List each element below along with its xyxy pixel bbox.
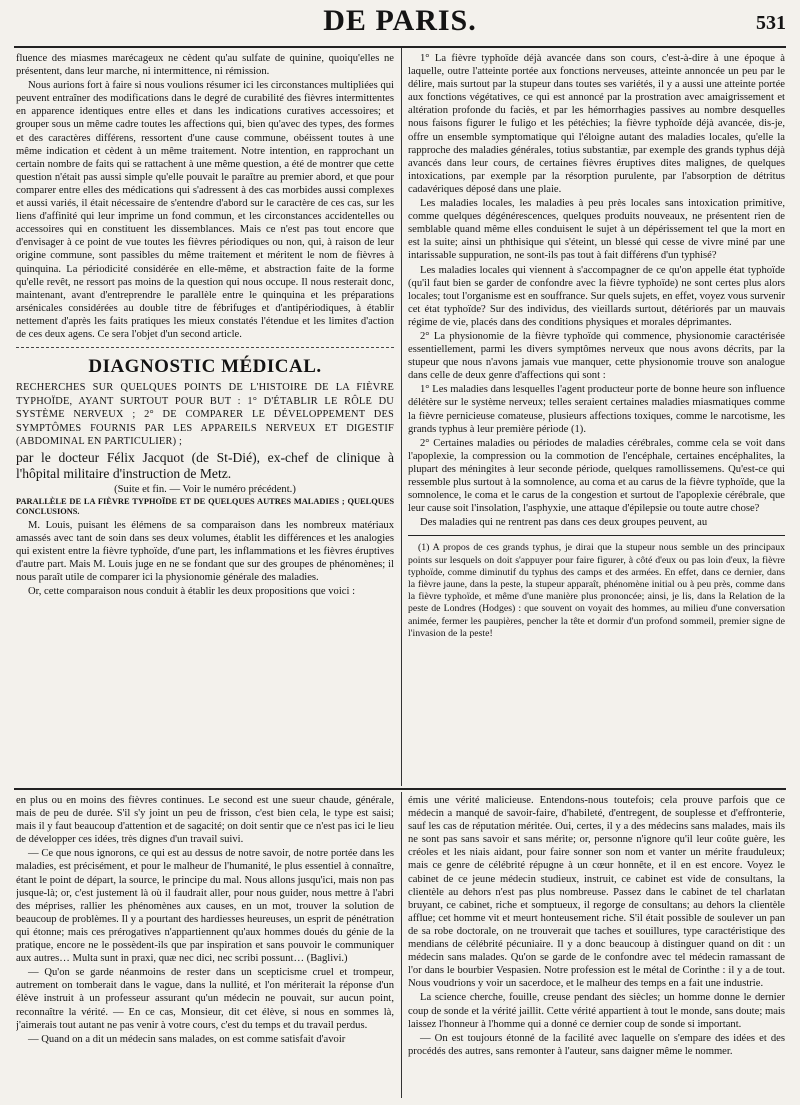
section-rule (14, 788, 786, 790)
paragraph: 2° Certaines maladies ou périodes de maladies cérébrales, comme cela se voit dans l'apoplexie, la compression ou la commotion de l'encéphale, certaines encéphalites, la plupart des méningites à leur seconde période, quelques ramollissemens. Qu'est-ce qui ressemble plus surtout à la somnolence, au coma et au carus de la fièvre typhoïde, que la somnolence, le coma et le carus de la congestion et surtout de l'apoplexie cérébrale, que leur cause soit l'insolation, l'asphyxie, une attaque d'épilepsie ou toute autre chose? (408, 437, 785, 515)
column-divider-top (401, 48, 402, 786)
paragraph: en plus ou en moins des fièvres continues. Le second est une sueur chaude, générale, mais de peu de durée. S'il s'y joint un peu de frisson, c'est bien cela, le type est saisi; mais il y faut beaucoup d'attention et de sagacité; on doit sentir que ce n'est pas ici le lieu de développer ces idées, très dignes d'un travail suivi. (16, 795, 394, 846)
footnote-rule (408, 535, 785, 536)
section-separator (16, 347, 394, 348)
column-divider-bottom (401, 792, 402, 1098)
paragraph: fluence des miasmes marécageux ne cèdent qu'au sulfate de quinine, quoiqu'elles ne présentent, dans leur marche, ni intermittence, ni rémission. (16, 53, 394, 78)
paragraph: 1° Les maladies dans lesquelles l'agent producteur porte de bonne heure son influence délétère sur le système nerveux; telles seraient certaines maladies miasmatiques comme la fièvre pernicieuse comateuse, plusieurs affections toxiques, comme le narcotisme, les grands typhus à leur première période (1). (408, 384, 785, 435)
continuation-note: (Suite et fin. — Voir le numéro précédent.) (114, 483, 296, 495)
paragraph: — Ce que nous ignorons, ce qui est au dessus de notre savoir, de notre portée dans les maladies, est précisément, et pour le malheur de l'humanité, le plus essentiel à connaître, étant le point de départ, la source, le principe du mal. Nous allons jusqu'ici, mais non pas jusque-là; or, c'est justement là où il faudrait aller, pour nous guider, nous mettre à l'abri des méprises, rallier les phénomènes aux causes, en un mot, trouver la solution de beaucoup de problèmes. Il y a pourtant des hardiesses heureuses, un esprit de pénétration qui étonne; mais ces prérogatives n'appartiennent qu'aux hommes doués du génie de la pratique, encore ne le possèdent-ils que par inspiration et sans pouvoir le communiquer aux autres… Multa sunt in praxi, quæ nec dici, nec scribi possunt… (Baglivi.) (16, 848, 394, 965)
paragraph: M. Louis, puisant les élémens de sa comparaison dans les nombreux matériaux amassés avec tant de soin dans ses deux volumes, établit les différences et les analogies qui existent entre la fièvre typhoïde, d'une part, les inflammations et les fièvres éruptives d'autre part. Mais M. Louis juge en ne se fondant que sur des groupes de phénomènes; il nous paraît utile de comparer ici la physionomie générale des maladies. (16, 519, 394, 584)
masthead-title: DE PARIS. (323, 4, 477, 37)
top-right-column (408, 52, 785, 784)
paragraph: — On est toujours étonné de la facilité avec laquelle on s'empare des idées et des procédés des autres, sans remonter à l'auteur, sans daigner même le nommer. (408, 1032, 785, 1057)
subsection-heading: PARALLÈLE DE LA FIÈVRE TYPHOÏDE ET DE QUELQUES AUTRES MALADIES ; QUELQUES CONCLUSIONS. (16, 496, 394, 517)
top-left-column (16, 52, 394, 784)
bottom-right-column (408, 794, 785, 1100)
paragraph: 2° La physionomie de la fièvre typhoïde qui commence, physionomie caractérisée essentiellement, parmi les divers symptômes nerveux que nous avons décrits, par la stupeur que nous n'avons jamais vue manquer, cette physionomie trouve son analogue dans celle de deux genre d'affections qui sont : (408, 330, 785, 382)
paragraph: émis une vérité malicieuse. Entendons-nous toutefois; cela prouve parfois que ce médecin a manqué de savoir-faire, d'habileté, d'entregent, de souplesse et d'effronterie, sauf les cas de réputation méritée. Oui, certes, il y a des médecins sans malades, mais ils ne sont pas sans savoir et sans mérite; or, personne n'ignore qu'il leur coûte guère, les créoles et les niais aidant, pour faire sonner son nom et vanter un mérite frauduleux; mais ce genre de célébrité répugne à un cœur honnête, et il en est encore. Voyez le cabinet de ce jeune médecin studieux, instruit, ce cabinet est vide de consultans, la clientèle au dehors n'est pas plus nombreuse. Passez dans le cabinet de tel charlatan bruyant, ce cabinet, riche et somptueux, il regorge de consultans; au dehors la clientèle afflue; cet homme vit et meurt honteusement riche. S'il était possible de soulever un pan de sa robe doctorale, on ne trouverait que taches et souillures, type caractéristique des mendians de célébrité pécuniaire. Il y a donc beaucoup à distinguer quand on dit : un médecin sans malades. Qu'on se garde de le confondre avec tel médecin ramassant de l'or dans le bourbier Vespasien. Notre profession est le métal de Corinthe : il y a de tout. Nous voudrions y voir un sacerdoce, et le malheur des temps en a fait une industrie. (408, 795, 785, 990)
paragraph: Les maladies locales qui viennent à s'accompagner de ce qu'on appelle état typhoïde (qu'il faut bien se garder de confondre avec la fièvre typhoïde) ne sont certes plus alors locales; tout l'organisme est en souffrance. Sur quels sujets, en effet, voyez vous survenir cet état typhoïde? Sur des individus, des vieillards surtout, détériorés par un mauvais régime de vie, placés dans des conditions physiques et morales déprimantes. (408, 264, 785, 328)
paragraph: — Quand on a dit un médecin sans malades, on est comme satisfait d'avoir (28, 1033, 346, 1045)
paragraph: Nous aurions fort à faire si nous voulions résumer ici les circonstances multipliées qui peuvent entraîner des modifications dans le degré de curabilité des fièvres intermittentes en apparence identiques entre elles et dans les indications curatives accessoires; et grouper sous un même cadre toutes les affections qui, bien qu'avec des types, des formes et des caractères différens, ressortent d'une cause commune, obéissent toutes à une même indication et cèdent à un même traitement. Notre intention, en rapprochant un certain nombre de faits qui se rattachent à une même question, a été de montrer que cette question n'était pas aussi simple qu'elle pouvait le paraître au premier abord, et que pour comparer entre elles des médications qui s'adressent à des cas morbides aussi complexes et aussi variés, il était nécessaire de s'entendre d'abord sur le caractère de ces cas, sur les liens d'affinité qui leur imprime un fond commun, et les circonstances accidentelles ou accessoires qui en constituent les dissemblances. Mais ce n'est pas tout encore que d'envisager à ce point de vue toutes les fièvres périodiques ou non, qui, à raison de leur origine commune, sont passibles du même traitement et méritent le nom de fièvres à quinquina. La périodicité considérée en elle-même, et abstraction faite de la forme qu'elle revêt, ne ressort pas moins de la question qui nous occupe. Il nous resterait donc, maintenant, avant d'entreprendre le parallèle entre le quinquina et les préparations arsénicales considérées au double titre de fébrifuges et d'antipériodiques, à établir nettement d'après les faits pratiques les mieux constatés l'étendue et les limites d'action de ces deux agens. Ce sera l'objet d'un second article. (16, 80, 394, 340)
section-title: DIAGNOSTIC MÉDICAL. (88, 356, 322, 378)
article-author: par le docteur Félix Jacquot (de St-Dié), ex-chef de clinique à l'hôpital militaire d'instruction de Metz. (16, 449, 394, 481)
paragraph: La science cherche, fouille, creuse pendant des siècles; un homme donne le dernier coup de sonde et la vérité jaillit. Cette vérité appartient à tout le monde, sans doute; mais laissez l'honneur à l'homme qui a donné ce dernier coup de sonde si important. (408, 992, 785, 1030)
page-header (0, 0, 800, 46)
paragraph: Des maladies qui ne rentrent pas dans ces deux groupes peuvent, au (420, 517, 708, 529)
footnote: (1) A propos de ces grands typhus, je dirai que la stupeur nous semble un des principaux points sur lesquels on doit s'appuyer pour faire figurer, à côté d'eux ou pas loin d'eux, la fièvre typhoïde, comme diminutif du typhus des camps et des armées. En effet, dans ce dernier, dans la fièvre jaune, dans la peste, la stupeur apparaît, phénomène initial ou à peu près, comme dans la fièvre typhoïde, et même d'une manière plus prononcée; ainsi, je lis, dans la Relation de la peste de Londres (Hodges) : que souvent on voyait des hommes, au milieu d'une conversation animée, fermer les paupières, pencher la tête et dormir d'un profond sommeil, premier signe de l'invasion de la peste! (408, 542, 785, 639)
paragraph: — Qu'on se garde néanmoins de rester dans un scepticisme cruel et trompeur, autrement on tomberait dans le vague, dans la nullité, et l'on mériterait la réponse d'un élève instruit à un professeur assurant qu'un médecin ne pouvait, sur aucun point, reconnaître la vérité. — En ce cas, Monsieur, dit cet élève, si nous en sommes là, j'aimerais tout autant ne pas venir à votre cours, c'est du temps et du travail perdus. (16, 967, 394, 1031)
paragraph: Or, cette comparaison nous conduit à établir les deux propositions que voici : (28, 586, 356, 598)
header-rule (14, 46, 786, 48)
page-number: 531 (756, 12, 786, 34)
paragraph: 1° La fièvre typhoïde déjà avancée dans son cours, c'est-à-dire à une époque à laquelle, outre l'atteinte portée aux fonctions nerveuses, atteinte annoncée un peu par le délire, mais surtout par la stupeur dans toutes ses variétés, il y a aussi une atteinte portée aux fonctions végétatives, ce qui est annoncé par la prostration avec amaigrissement et altération profonde du faciès, et par les hémorrhagies passives au nombre desquelles nous faisons figurer le fuligo et les pétéchies; la fièvre typhoïde déjà avancée, dis-je, offre un ensemble symptomatique qui l'éloigne autant des maladies locales, qu'elle la rapproche des maladies générales, totius substantiæ, par exemple des grands typhus déjà avancés dans leur cours, de certaines fièvres éruptives dites malignes, de quelques intoxications, par exemple par la résorption purulente, par l'absorption de détritus cadavériques déposé dans une plaie. (408, 53, 785, 195)
bottom-left-column (16, 794, 394, 1100)
paragraph: Les maladies locales, les maladies à peu près locales sans intoxication primitive, comme quelques dégénérescences, quelques produits nouveaux, ne présentent rien de semblable quand même elles conduisent le sujet à un dépérissement tel que la mort en est la suite; ainsi un phthisique qui s'éteint, un blessé qui cesse de vivre miné par une intarissable suppuration, ne sont-ils pas tout à fait différens d'un typhisé? (408, 198, 785, 262)
article-subtitle: RECHERCHES SUR QUELQUES POINTS DE L'HISTOIRE DE LA FIÈVRE TYPHOÏDE, AYANT SURTOUT POUR BUT : 1° D'ÉTABLIR LE RÔLE DU SYSTÈME NERVEUX ; 2° DE COMPARER LE DÉVELOPPEMENT DES SYMPTÔMES FOURNIS PAR LES APPAREILS NERVEUX ET DIGESTIF (ABDOMINAL EN PARTICULIER) ; (16, 382, 394, 448)
